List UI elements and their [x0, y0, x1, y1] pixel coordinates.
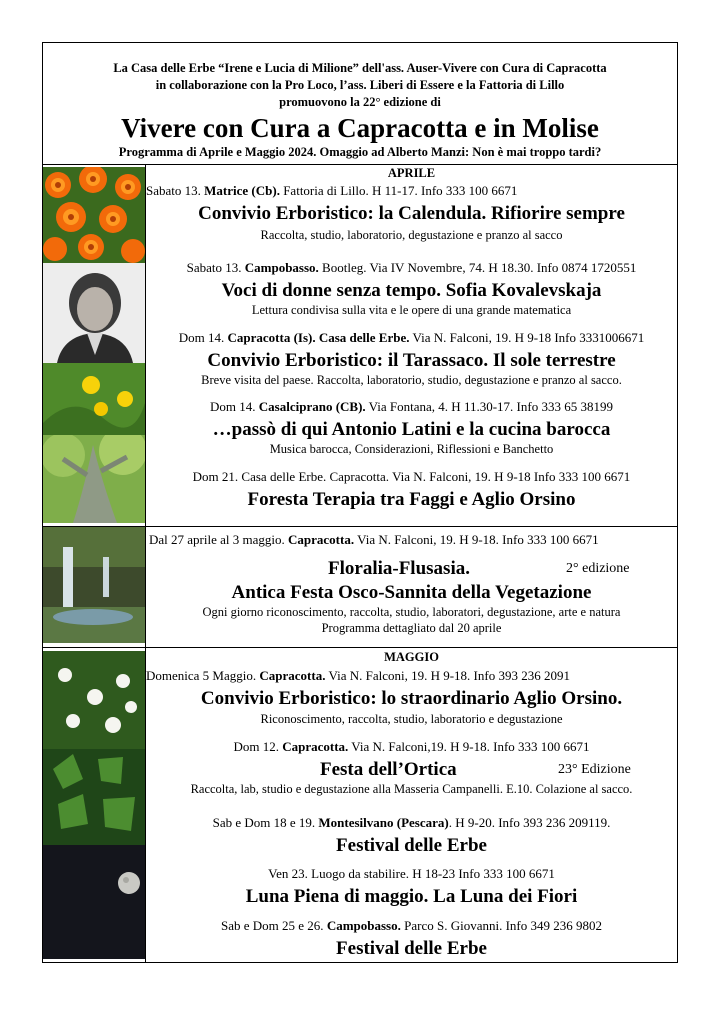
- event-latini: [146, 398, 677, 457]
- event-title: Festa dell’Ortica: [320, 759, 457, 780]
- event-description: Breve visita del paese. Raccolta, laboratorio, studio, degustazione e pranzo al sacco.: [201, 373, 622, 387]
- event-title: Convivio Erboristico: la Calendula. Rifiorire sempre: [198, 203, 625, 224]
- program-title: Vivere con Cura a Capracotta e in Molise: [121, 113, 599, 143]
- april-section: [146, 166, 677, 181]
- header-organizer-line: La Casa delle Erbe “Irene e Lucia di Milione” dell'ass. Auser-Vivere con Cura di Capracotta: [113, 61, 607, 75]
- edition-label: 23° Edizione: [558, 762, 631, 777]
- program-subtitle: Programma di Aprile e Maggio 2024. Omaggio ad Alberto Manzi: Non è mai troppo tardi?: [118, 145, 602, 159]
- event-info: Dom 14. Capracotta (Is). Casa delle Erbe. Via N. Falconi, 19. H 9-18 Info 3331006671: [178, 330, 645, 345]
- event-info: Dom 12. Capracotta. Via N. Falconi,19. H 9-18. Info 333 100 6671: [233, 739, 590, 754]
- header-promote-line: promuovono la 22° edizione di: [279, 95, 441, 109]
- may-section: [146, 650, 677, 665]
- image-column: [43, 164, 146, 962]
- event-aglio-orsino: [146, 667, 677, 727]
- dandelion-image: [43, 363, 145, 435]
- event-info: Ven 23. Luogo da stabilire. H 18-23 Info 333 100 6671: [268, 866, 555, 881]
- event-title: Voci di donne senza tempo. Sofia Kovalevskaja: [221, 280, 602, 301]
- event-tarassaco: [146, 329, 677, 388]
- april-heading: APRILE: [387, 166, 436, 180]
- portrait-image: [43, 263, 145, 363]
- event-description: Lettura condivisa sulla vita e le opere di una grande matematica: [251, 303, 572, 317]
- event-title: …passò di qui Antonio Latini e la cucina barocca: [212, 419, 611, 440]
- nettle-image: [43, 749, 145, 845]
- event-description: Musica barocca, Considerazioni, Riflessioni e Banchetto: [269, 442, 554, 456]
- event-festival-montesilvano: [146, 814, 677, 857]
- event-title: Convivio Erboristico: lo straordinario Aglio Orsino.: [200, 688, 623, 709]
- event-foresta: [146, 468, 677, 511]
- event-calendula: [146, 182, 677, 243]
- floralia-title-row: [146, 557, 677, 581]
- edition-label: 2° edizione: [566, 561, 630, 576]
- event-info: Sabato 13. Matrice (Cb). Fattoria di Lillo. H 11-17. Info 333 100 6671: [146, 183, 518, 198]
- event-description: Riconoscimento, raccolta, studio, laboratorio e degustazione: [260, 712, 563, 726]
- event-title: Luna Piena di maggio. La Luna dei Fiori: [245, 886, 578, 907]
- full-moon-image: [43, 845, 145, 959]
- event-info: Sabato 13. Campobasso. Bootleg. Via IV Novembre, 74. H 18.30. Info 0874 1720551: [186, 260, 637, 275]
- event-info: Dom 21. Casa delle Erbe. Capracotta. Via N. Falconi, 19. H 9-18 Info 333 100 6671: [192, 469, 631, 484]
- event-luna-piena: [146, 865, 677, 908]
- event-description: Raccolta, studio, laboratorio, degustazione e pranzo al sacco: [260, 228, 563, 242]
- event-ortica: [146, 738, 677, 797]
- event-info: Sab e Dom 25 e 26. Campobasso. Parco S. Giovanni. Info 349 236 9802: [221, 918, 602, 933]
- program-header: [43, 43, 677, 165]
- section-divider: [43, 647, 677, 648]
- event-title: Convivio Erboristico: il Tarassaco. Il sole terrestre: [207, 350, 616, 371]
- may-heading: MAGGIO: [384, 650, 439, 664]
- program-frame: [42, 42, 678, 963]
- event-title: Festival delle Erbe: [336, 938, 487, 959]
- ortica-title-row: [146, 758, 677, 781]
- event-festival-campobasso: [146, 917, 677, 960]
- event-floralia: [146, 531, 677, 636]
- header-partners-line: in collaborazione con la Pro Loco, l’ass. Liberi di Essere e la Fattoria di Lillo: [155, 78, 565, 92]
- waterfall-image: [43, 527, 145, 643]
- event-description: Raccolta, lab, studio e degustazione alla Masseria Campanelli. E.10. Colazione al sacco.: [190, 782, 633, 796]
- event-kovalevskaja: [146, 259, 677, 318]
- event-info: Sab e Dom 18 e 19. Montesilvano (Pescara). H 9-20. Info 393 236 209119.: [212, 815, 611, 830]
- event-info: Dal 27 aprile al 3 maggio. Capracotta. Via N. Falconi, 19. H 9-18. Info 333 100 6671: [149, 532, 599, 547]
- calendula-image: [43, 167, 145, 263]
- event-subtitle: Antica Festa Osco-Sannita della Vegetazione: [231, 582, 592, 603]
- event-title: Floralia-Flusasia.: [328, 558, 470, 579]
- event-note: Programma dettagliato dal 20 aprile: [321, 621, 502, 635]
- event-info: Domenica 5 Maggio. Capracotta. Via N. Falconi, 19. H 9-18. Info 393 236 2091: [146, 668, 570, 683]
- beech-tree-image: [43, 435, 145, 523]
- section-divider: [43, 526, 677, 527]
- event-info: Dom 14. Casalciprano (CB). Via Fontana, 4. H 11.30-17. Info 333 65 38199: [210, 399, 613, 414]
- event-title: Foresta Terapia tra Faggi e Aglio Orsino: [247, 489, 576, 510]
- event-description: Ogni giorno riconoscimento, raccolta, studio, laboratori, degustazione, arte e natura: [202, 605, 621, 619]
- event-title: Festival delle Erbe: [336, 835, 487, 856]
- wild-garlic-image: [43, 651, 145, 749]
